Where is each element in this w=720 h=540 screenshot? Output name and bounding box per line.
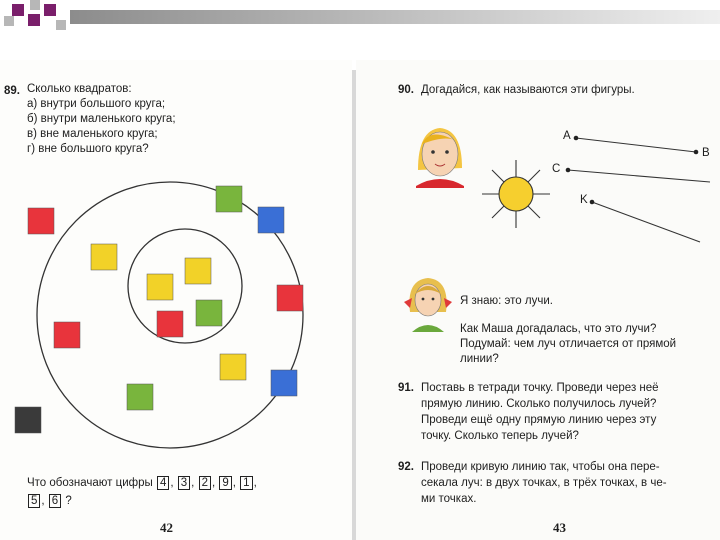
square-3 xyxy=(258,207,284,233)
task-91-line-4: точку. Сколько теперь лучей? xyxy=(421,430,579,442)
digit-box-5: 5 xyxy=(28,494,40,508)
rays-figure xyxy=(400,110,720,260)
square-11 xyxy=(220,354,246,380)
sun-icon xyxy=(482,160,550,228)
digits-question-suffix: ? xyxy=(65,495,72,507)
question-line-1: Как Маша догадалась, что это лучи? xyxy=(460,323,657,335)
digits-question-prefix: Что обозначают цифры xyxy=(27,477,153,489)
task-91-line-1: Поставь в тетради точку. Проведи через неё xyxy=(421,382,659,394)
task-91-line-2: прямую линию. Сколько получилось лучей? xyxy=(421,398,657,410)
ray-label-a: A xyxy=(563,130,571,142)
digit-box-3: 3 xyxy=(178,476,190,490)
gray-square-3 xyxy=(56,20,66,30)
digit-box-6: 6 xyxy=(49,494,61,508)
square-6 xyxy=(147,274,173,300)
square-13 xyxy=(127,384,153,410)
gray-square-1 xyxy=(4,16,14,26)
ray-c xyxy=(566,168,710,182)
square-9 xyxy=(157,311,183,337)
task-89-line-5: г) вне большого круга? xyxy=(27,143,149,155)
digits-question-line-2: 5 , 6 ? xyxy=(27,494,72,509)
square-7 xyxy=(196,300,222,326)
square-4 xyxy=(91,244,117,270)
square-8 xyxy=(277,285,303,311)
task-92-line-2: секала луч: в двух точках, в трёх точках, в че- xyxy=(421,477,667,489)
square-12 xyxy=(271,370,297,396)
digits-question-line-1: Что обозначают цифры 4 , 3 , 2 , 9 , 1 , xyxy=(27,477,257,489)
ray-ab xyxy=(574,136,699,155)
task-92-line-1: Проведи кривую линию так, чтобы она пере- xyxy=(421,461,660,473)
gray-square-2 xyxy=(30,0,40,10)
purple-square-2 xyxy=(28,14,40,26)
page-number-right: 43 xyxy=(553,520,566,535)
task-92-number: 92. xyxy=(398,461,414,473)
task-89-line-3: б) внутри маленького круга; xyxy=(27,113,176,125)
task-91-number: 91. xyxy=(398,382,414,394)
ray-label-b: B xyxy=(702,147,710,159)
square-5 xyxy=(185,258,211,284)
task-90-number: 90. xyxy=(398,84,414,96)
digit-box-4: 4 xyxy=(157,476,169,490)
task-89-line-4: в) вне маленького круга; xyxy=(27,128,158,140)
task-89-line-2: а) внутри большого круга; xyxy=(27,98,166,110)
task-91-line-3: Проведи ещё одну прямую линию через эту xyxy=(421,414,657,426)
task-89-number: 89. xyxy=(4,85,20,97)
purple-square-1 xyxy=(12,4,24,16)
task-89-line-1: Сколько квадратов: xyxy=(27,83,132,95)
ray-label-c: C xyxy=(552,163,561,175)
purple-square-3 xyxy=(44,4,56,16)
digit-box-2: 2 xyxy=(199,476,211,490)
girl-illustration xyxy=(400,272,456,334)
girl-speech: Я знаю: это лучи. xyxy=(460,295,553,307)
question-line-3: линии? xyxy=(460,353,499,365)
boy-illustration xyxy=(416,128,464,188)
small-circle xyxy=(128,229,242,343)
slide-top-decoration xyxy=(0,0,720,34)
square-10 xyxy=(54,322,80,348)
gray-gradient-stripe xyxy=(70,10,720,24)
task-90-text: Догадайся, как называются эти фигуры. xyxy=(421,84,635,96)
task-92-line-3: ми точках. xyxy=(421,493,477,505)
square-14 xyxy=(15,407,41,433)
circles-and-squares-figure xyxy=(0,170,352,450)
ray-k xyxy=(590,200,700,242)
question-line-2: Подумай: чем луч отличается от прямой xyxy=(460,338,677,350)
ray-label-k: K xyxy=(580,194,588,206)
square-2 xyxy=(216,186,242,212)
page-number-left: 42 xyxy=(160,520,173,535)
digit-box-9: 9 xyxy=(219,476,231,490)
square-1 xyxy=(28,208,54,234)
digit-box-1: 1 xyxy=(240,476,252,490)
